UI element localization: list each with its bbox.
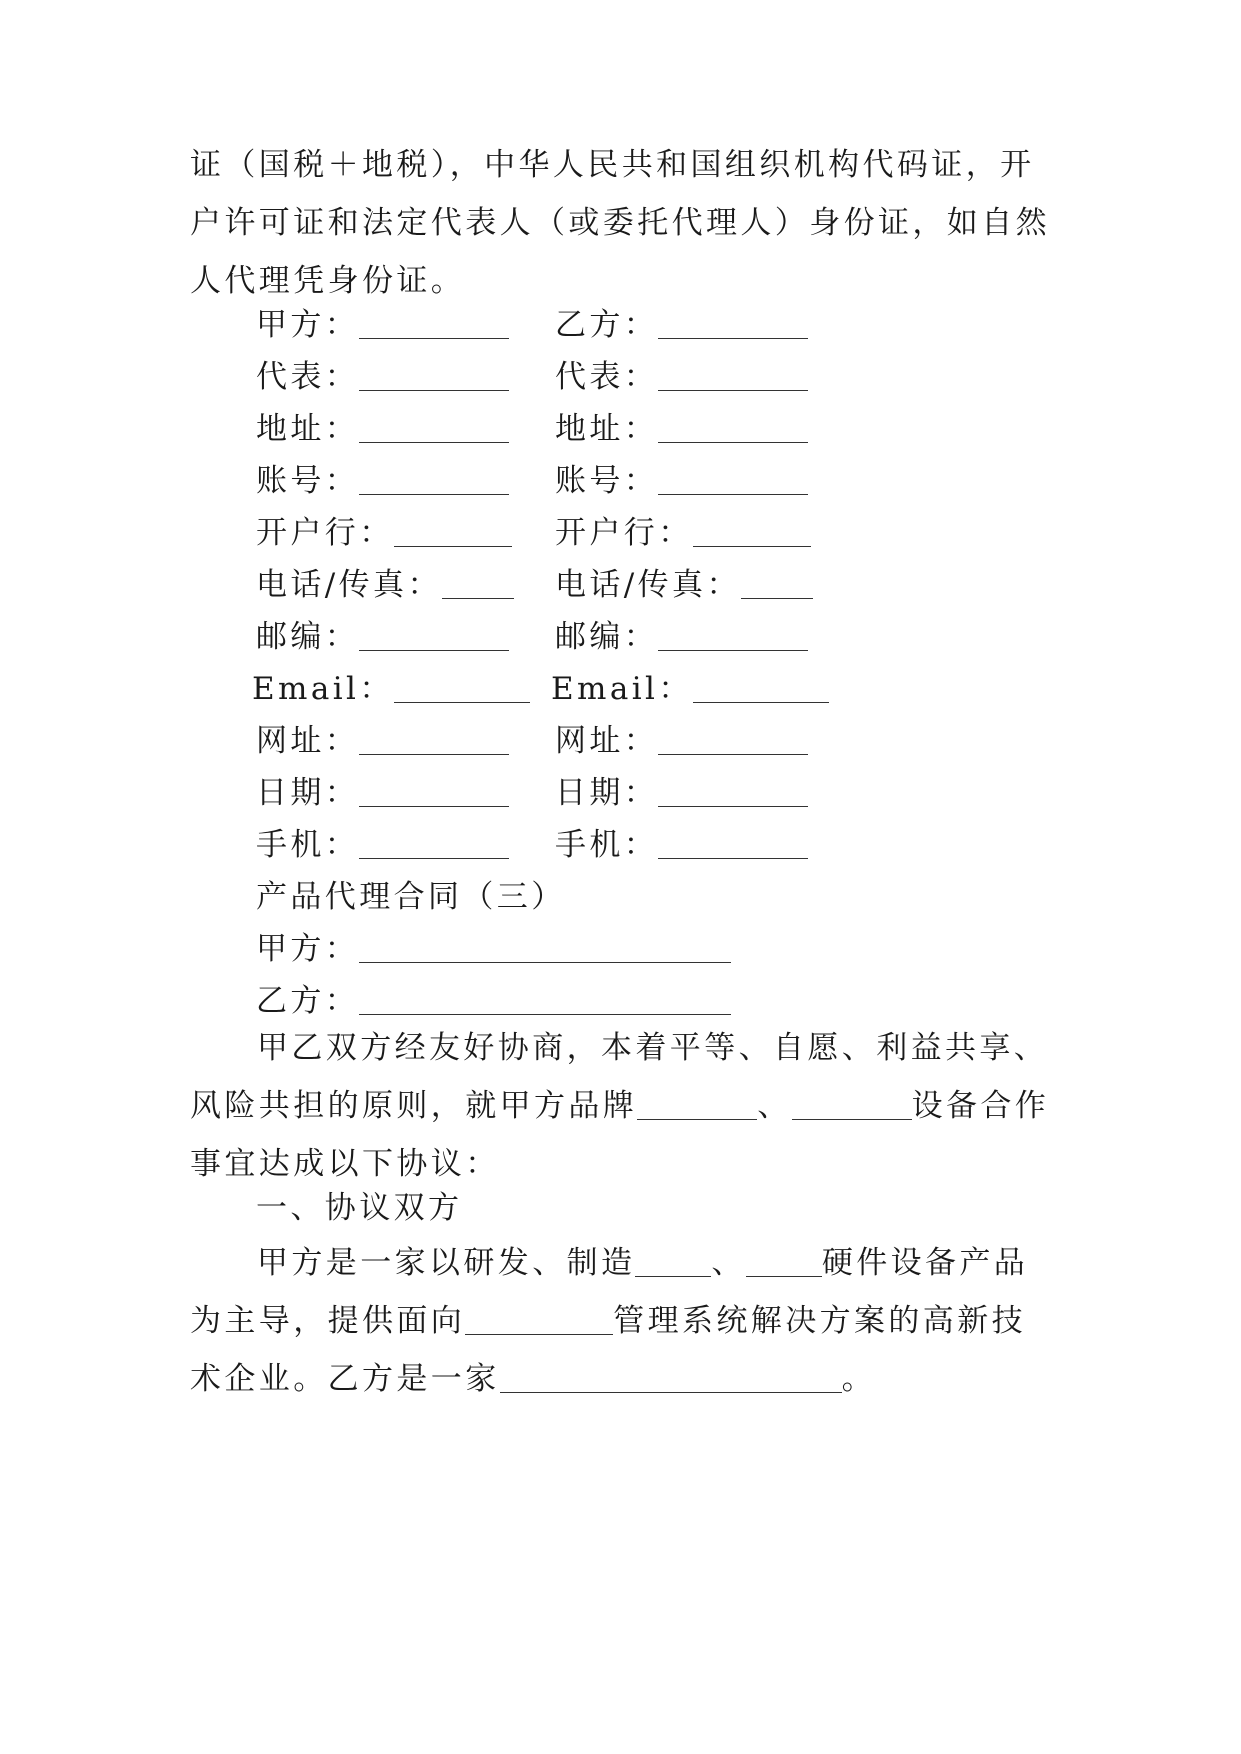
party-a-postcode-blank[interactable] xyxy=(359,624,509,651)
field-label: 网址： xyxy=(555,723,659,759)
preamble-text: 甲乙双方经友好协商，本着平等、自愿、利益共享、风险共担的原则，就甲方品牌 xyxy=(190,1030,1049,1124)
party-b-phone-row xyxy=(555,565,813,605)
party-b-name-row xyxy=(555,305,808,345)
system-blank[interactable] xyxy=(465,1308,613,1335)
contract-party-a-row xyxy=(256,929,731,969)
party-b-phone-blank[interactable] xyxy=(741,572,813,599)
contract-party-b-row xyxy=(256,981,731,1021)
party-a-mobile-blank[interactable] xyxy=(359,832,509,859)
section-1-title: 一、协议双方 xyxy=(256,1190,463,1226)
field-label: 电话/传真： xyxy=(555,567,741,603)
party-a-website-row xyxy=(256,721,509,761)
party-a-date-row xyxy=(256,773,509,813)
party-b-bank-blank[interactable] xyxy=(693,520,811,547)
product-blank-1[interactable] xyxy=(635,1250,711,1277)
contract-title: 产品代理合同（三） xyxy=(256,879,566,915)
party-b-account-blank[interactable] xyxy=(658,468,808,495)
party-b-mobile-blank[interactable] xyxy=(658,832,808,859)
party-b-mobile-row xyxy=(555,825,808,865)
party-a-account-row xyxy=(256,461,509,501)
field-label: 地址： xyxy=(555,411,659,447)
field-label: 账号： xyxy=(555,463,659,499)
party-b-company-blank[interactable] xyxy=(500,1366,842,1393)
party-a-website-blank[interactable] xyxy=(359,728,509,755)
party-b-website-blank[interactable] xyxy=(658,728,808,755)
field-label: 邮编： xyxy=(256,619,360,655)
field-label: Email： xyxy=(252,671,394,707)
field-label: 代表： xyxy=(555,359,659,395)
party-b-email-blank[interactable] xyxy=(693,676,829,703)
field-label: Email： xyxy=(551,671,693,707)
party-a-bank-row xyxy=(256,513,512,553)
field-label: 地址： xyxy=(256,411,360,447)
party-b-account-row xyxy=(555,461,808,501)
field-label: 邮编： xyxy=(555,619,659,655)
party-a-postcode-row xyxy=(256,617,509,657)
party-a-account-blank[interactable] xyxy=(359,468,509,495)
party-b-bank-row xyxy=(555,513,811,553)
field-label: 乙方： xyxy=(555,307,659,343)
party-b-date-blank[interactable] xyxy=(658,780,808,807)
field-label: 手机： xyxy=(256,827,360,863)
product-blank-2[interactable] xyxy=(746,1250,822,1277)
section-text-end: 。 xyxy=(841,1361,877,1397)
party-b-address-blank[interactable] xyxy=(658,416,808,443)
party-b-postcode-row xyxy=(555,617,808,657)
party-a-email-blank[interactable] xyxy=(394,676,530,703)
brand-blank[interactable] xyxy=(637,1093,757,1120)
party-a-rep-row xyxy=(256,357,509,397)
separator: 、 xyxy=(757,1088,792,1124)
field-label: 手机： xyxy=(555,827,659,863)
party-a-name-blank[interactable] xyxy=(359,312,509,339)
field-label: 甲方： xyxy=(256,931,360,967)
party-a-phone-row xyxy=(256,565,514,605)
preamble-text-end: 设备合作事宜达成以下协议： xyxy=(190,1088,1050,1182)
party-a-address-blank[interactable] xyxy=(359,416,509,443)
field-label: 网址： xyxy=(256,723,360,759)
field-label: 账号： xyxy=(256,463,360,499)
section-text: 硬件设备产品为主导，提供面向 xyxy=(190,1245,1029,1339)
field-label: 甲方： xyxy=(256,307,360,343)
field-label: 开户行： xyxy=(555,515,693,551)
field-label: 乙方： xyxy=(256,983,360,1019)
party-b-rep-row xyxy=(555,357,808,397)
party-b-email-row xyxy=(551,669,829,709)
party-b-rep-blank[interactable] xyxy=(658,364,808,391)
section-text: 甲方是一家以研发、制造 xyxy=(257,1245,636,1281)
party-a-rep-blank[interactable] xyxy=(359,364,509,391)
intro-paragraph: 证（国税＋地税），中华人民共和国组织机构代码证，开户许可证和法定代表人（或委托代理人）身份证，如自然人代理凭身份证。 xyxy=(190,147,1050,299)
equipment-blank[interactable] xyxy=(792,1093,912,1120)
section-text: 管理系统解决方案的高新技术企业。乙方是一家 xyxy=(190,1303,1027,1397)
contract-party-b-blank[interactable] xyxy=(359,988,731,1015)
party-b-date-row xyxy=(555,773,808,813)
preamble-paragraph xyxy=(190,1019,1052,1193)
party-a-email-row xyxy=(252,669,530,709)
field-label: 日期： xyxy=(555,775,659,811)
party-b-name-blank[interactable] xyxy=(658,312,808,339)
party-a-mobile-row xyxy=(256,825,509,865)
party-b-website-row xyxy=(555,721,808,761)
party-a-phone-blank[interactable] xyxy=(442,572,514,599)
field-label: 日期： xyxy=(256,775,360,811)
field-label: 代表： xyxy=(256,359,360,395)
party-b-postcode-blank[interactable] xyxy=(658,624,808,651)
party-b-address-row xyxy=(555,409,808,449)
section-1-paragraph xyxy=(190,1234,1052,1408)
party-a-name-row xyxy=(256,305,509,345)
party-a-address-row xyxy=(256,409,509,449)
separator: 、 xyxy=(711,1245,746,1281)
party-a-date-blank[interactable] xyxy=(359,780,509,807)
contract-party-a-blank[interactable] xyxy=(359,936,731,963)
field-label: 电话/传真： xyxy=(256,567,442,603)
field-label: 开户行： xyxy=(256,515,394,551)
party-a-bank-blank[interactable] xyxy=(394,520,512,547)
